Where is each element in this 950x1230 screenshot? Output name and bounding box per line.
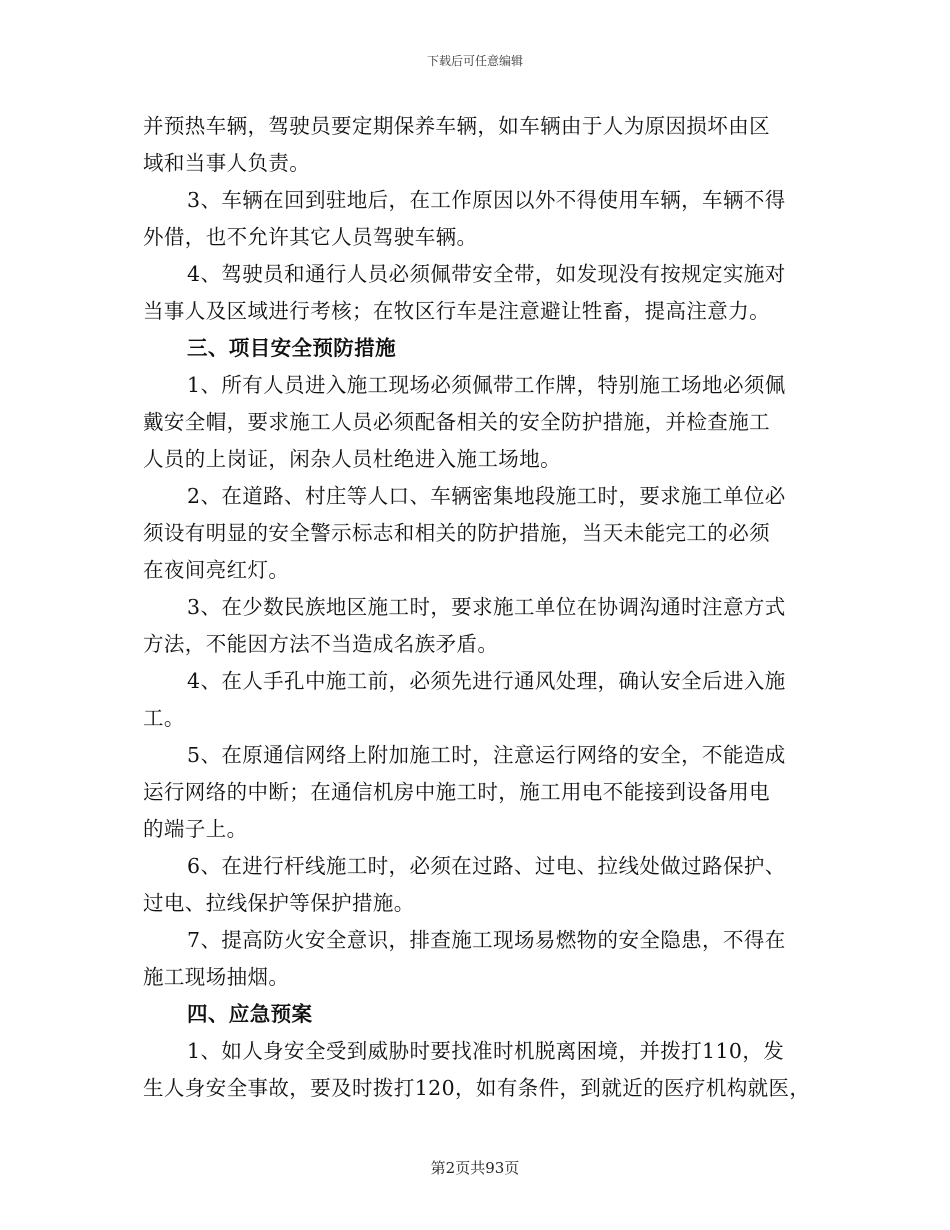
body-line: 5、在原通信网络上附加施工时，注意运行网络的安全，不能造成	[187, 743, 786, 767]
body-line: 方法，不能因方法不当造成名族矛盾。	[143, 632, 499, 656]
page-number: 第2页共93页	[430, 1159, 520, 1177]
body-line: 戴安全帽，要求施工人员必须配备相关的安全防护措施，并检查施工	[143, 410, 770, 434]
body-line: 1、如人身安全受到威胁时要找准时机脱离困境，并拨打110，发	[187, 1039, 785, 1063]
body-line: 1、所有人员进入施工现场必须佩带工作牌，特别施工场地必须佩	[187, 373, 786, 397]
page-header-note: 下载后可任意编辑	[426, 54, 523, 68]
body-line: 4、驾驶员和通行人员必须佩带安全带，如发现没有按规定实施对	[187, 262, 786, 286]
body-line: 施工现场抽烟。	[143, 965, 290, 989]
body-line: 6、在进行杆线施工时，必须在过路、过电、拉线处做过路保护、	[187, 854, 786, 878]
body-line: 并预热车辆，驾驶员要定期保养车辆，如车辆由于人为原因损坏由区	[143, 114, 770, 138]
section-heading: 四、应急预案	[187, 1002, 313, 1026]
body-line: 运行网络的中断；在通信机房中施工时，施工用电不能接到设备用电	[143, 780, 770, 804]
body-line: 生人身安全事故，要及时拨打120，如有条件，到就近的医疗机构就医，	[143, 1076, 811, 1100]
body-line: 工。	[143, 706, 185, 730]
body-line: 在夜间亮红灯。	[143, 558, 290, 582]
body-line: 3、在少数民族地区施工时，要求施工单位在协调沟通时注意方式	[187, 595, 786, 619]
body-line: 域和当事人负责。	[143, 151, 311, 175]
section-heading: 三、项目安全预防措施	[187, 336, 396, 360]
body-line: 7、提高防火安全意识，排查施工现场易燃物的安全隐患，不得在	[187, 928, 786, 952]
body-line: 4、在人手孔中施工前，必须先进行通风处理，确认安全后进入施	[187, 669, 786, 693]
body-line: 当事人及区域进行考核；在牧区行车是注意避让牲畜，提高注意力。	[143, 299, 770, 323]
body-line: 人员的上岗证，闲杂人员杜绝进入施工场地。	[143, 447, 561, 471]
body-line: 2、在道路、村庄等人口、车辆密集地段施工时，要求施工单位必	[187, 484, 786, 508]
body-line: 外借，也不允许其它人员驾驶车辆。	[143, 225, 478, 249]
body-line: 须设有明显的安全警示标志和相关的防护措施，当天未能完工的必须	[143, 521, 770, 545]
body-line: 过电、拉线保护等保护措施。	[143, 891, 415, 915]
body-line: 3、车辆在回到驻地后，在工作原因以外不得使用车辆，车辆不得	[187, 188, 786, 212]
body-line: 的端子上。	[143, 817, 248, 841]
